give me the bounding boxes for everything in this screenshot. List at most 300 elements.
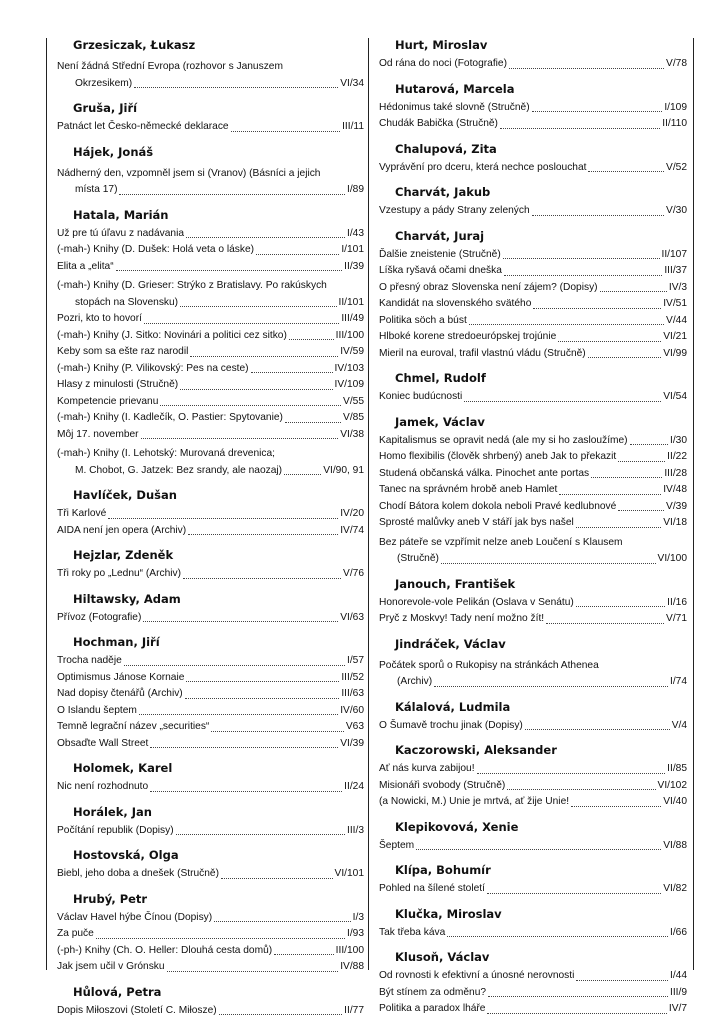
entry-reference: III/9 xyxy=(670,985,687,1002)
author-name: Jamek, Václav xyxy=(379,415,687,429)
entry-reference: V/78 xyxy=(666,56,687,73)
entry-title: (-mah-) Knihy (P. Vilikovský: Pes na ceste) xyxy=(57,361,249,378)
entry-reference: V/44 xyxy=(666,313,687,330)
entry-title: Biebl, jeho doba a dnešek (Stručně) xyxy=(57,866,219,883)
entry-reference: VI/34 xyxy=(340,76,364,93)
index-entry xyxy=(379,985,687,1002)
index-entry xyxy=(57,427,364,444)
entry-reference: VI/54 xyxy=(663,389,687,406)
entry-title: Hlasy z minulosti (Stručně) xyxy=(57,377,178,394)
index-entry xyxy=(57,1003,364,1019)
entry-title: Být stínem za odměnu? xyxy=(379,985,486,1002)
author-name: Kálalová, Ludmila xyxy=(379,700,687,714)
entry-reference: III/49 xyxy=(341,311,364,328)
dot-leader xyxy=(576,527,661,528)
dot-leader xyxy=(591,477,662,478)
entry-title: Vzestupy a pády Strany zelených xyxy=(379,203,530,220)
index-entry xyxy=(57,653,364,670)
index-entry xyxy=(57,610,364,627)
index-entry xyxy=(379,296,687,313)
dot-leader xyxy=(167,971,339,972)
entry-title: Od rána do noci (Fotografie) xyxy=(379,56,507,73)
entry-reference: III/3 xyxy=(347,823,364,840)
entry-title: (Archiv) xyxy=(397,674,432,691)
entry-reference: VI/90, 91 xyxy=(323,463,364,480)
author-name: Grzesiczak, Łukasz xyxy=(57,38,364,52)
entry-reference: III/28 xyxy=(664,466,687,483)
dot-leader xyxy=(630,444,668,445)
index-entry xyxy=(379,515,687,532)
entry-title: Honorevole-vole Pelikán (Oslava v Senátu) xyxy=(379,595,574,612)
entry-title: (a Nowicki, M.) Unie je mrtvá, ať žije Unie! xyxy=(379,794,569,811)
index-entry xyxy=(57,866,364,883)
dot-leader xyxy=(576,980,668,981)
entry-title: Koniec budúcnosti xyxy=(379,389,462,406)
entry-reference: VI/99 xyxy=(663,346,687,363)
entry-title: Šeptem xyxy=(379,838,414,855)
entry-reference: IV/48 xyxy=(663,482,687,499)
entry-reference: IV/103 xyxy=(335,361,364,378)
entry-title: (-mah-) Knihy (I. Kadlečík, O. Pastier: Spytovanie) xyxy=(57,410,283,427)
entry-title-line: Počátek sporů o Rukopisy na stránkách Athenea xyxy=(379,660,599,671)
entry-title: Obsaďte Wall Street xyxy=(57,736,148,753)
entry-title: Elita a „elita“ xyxy=(57,259,114,276)
entry-title: (-mah-) Knihy (J. Sitko: Novinári a politici cez sitko) xyxy=(57,328,287,345)
entry-title: stopách na Slovensku) xyxy=(75,295,178,312)
index-entry xyxy=(57,361,364,378)
entry-reference: VI/38 xyxy=(340,427,364,444)
entry-title: Už pre tú úľavu z nadávania xyxy=(57,226,184,243)
entry-continuation xyxy=(57,295,364,312)
entry-title: Studená občanská válka. Pinochet ante portas xyxy=(379,466,589,483)
index-entry xyxy=(379,280,687,297)
entry-reference: III/11 xyxy=(342,119,364,136)
index-entry xyxy=(57,328,364,345)
index-entry xyxy=(379,881,687,898)
entry-reference: V/52 xyxy=(666,160,687,177)
dot-leader xyxy=(507,789,655,790)
author-name: Charvát, Juraj xyxy=(379,229,687,243)
index-entry xyxy=(379,247,687,264)
index-entry xyxy=(57,56,364,92)
dot-leader xyxy=(600,291,667,292)
index-entry xyxy=(57,523,364,540)
author-name: Hurt, Miroslav xyxy=(379,38,687,52)
entry-title-line: Bez páteře se vzpřímit nelze aneb Loučení s Klausem xyxy=(379,537,623,548)
entry-title: Sprosté malůvky aneb V stáří jak bys našel xyxy=(379,515,574,532)
entry-reference: II/101 xyxy=(339,295,365,312)
dot-leader xyxy=(186,681,339,682)
dot-leader xyxy=(487,893,661,894)
author-name: Havlíček, Dušan xyxy=(57,488,364,502)
index-entry xyxy=(57,823,364,840)
entry-reference: II/110 xyxy=(662,116,687,133)
dot-leader xyxy=(141,438,339,439)
entry-title: AIDA není jen opera (Archiv) xyxy=(57,523,186,540)
dot-leader xyxy=(180,389,332,390)
index-entry xyxy=(57,703,364,720)
dot-leader xyxy=(576,606,665,607)
entry-title: Kandidát na slovenského svätého xyxy=(379,296,531,313)
dot-leader xyxy=(469,324,664,325)
entry-title: Kapitalismus se opravit nedá (ale my si ho zasloužíme) xyxy=(379,433,628,450)
entry-reference: V/76 xyxy=(343,566,364,583)
dot-leader xyxy=(144,323,339,324)
author-name: Hrubý, Petr xyxy=(57,892,364,906)
dot-leader xyxy=(618,510,664,511)
entry-reference: II/16 xyxy=(667,595,687,612)
entry-title: Za puče xyxy=(57,926,94,943)
entry-reference: VI/63 xyxy=(340,610,364,627)
entry-title: Patnáct let Česko-německé deklarace xyxy=(57,119,229,136)
entry-title: Trocha naděje xyxy=(57,653,122,670)
dot-leader xyxy=(143,621,338,622)
author-name: Hatala, Marián xyxy=(57,208,364,222)
dot-leader xyxy=(285,422,341,423)
index-entry xyxy=(57,119,364,136)
dot-leader xyxy=(588,357,662,358)
index-entry xyxy=(379,925,687,942)
dot-leader xyxy=(214,921,351,922)
entry-reference: II/77 xyxy=(344,1003,364,1019)
dot-leader xyxy=(559,494,661,495)
index-entry xyxy=(379,389,687,406)
entry-title: Přívoz (Fotografie) xyxy=(57,610,141,627)
author-name: Hutarová, Marcela xyxy=(379,82,687,96)
left-column xyxy=(46,38,368,970)
dot-leader xyxy=(618,461,665,462)
dot-leader xyxy=(96,938,345,939)
dot-leader xyxy=(185,698,340,699)
index-entry xyxy=(379,794,687,811)
entry-reference: II/107 xyxy=(662,247,688,264)
entry-title: Môj 17. november xyxy=(57,427,139,444)
entry-reference: V/30 xyxy=(666,203,687,220)
entry-reference: I/93 xyxy=(347,926,364,943)
entry-title: Politika a paradox lháře xyxy=(379,1001,485,1018)
author-name: Hostovská, Olga xyxy=(57,848,364,862)
entry-reference: VI/18 xyxy=(663,515,687,532)
dot-leader xyxy=(188,534,338,535)
entry-reference: II/85 xyxy=(667,761,687,778)
entry-title: Pozri, kto to hovorí xyxy=(57,311,142,328)
dot-leader xyxy=(532,215,664,216)
entry-title-line: (-mah-) Knihy (I. Lehotský: Murovaná drevenica; xyxy=(57,448,275,459)
dot-leader xyxy=(176,834,345,835)
entry-reference: V/55 xyxy=(343,394,364,411)
entry-title: Nad dopisy čtenářů (Archiv) xyxy=(57,686,183,703)
entry-title: Tři roky po „Lednu“ (Archiv) xyxy=(57,566,181,583)
dot-leader xyxy=(160,405,341,406)
entry-reference: IV/59 xyxy=(340,344,364,361)
entry-title: Chodí Bátora kolem dokola neboli Pravé kedlubnové xyxy=(379,499,616,516)
author-name: Klípa, Bohumír xyxy=(379,863,687,877)
entry-title: Misionáři svobody (Stručně) xyxy=(379,778,505,795)
entry-title: Dopis Miłoszovi (Století C. Miłosze) xyxy=(57,1003,217,1019)
entry-reference: IV/74 xyxy=(340,523,364,540)
dot-leader xyxy=(488,996,668,997)
dot-leader xyxy=(119,194,345,195)
index-entry xyxy=(57,443,364,479)
author-name: Klusoň, Václav xyxy=(379,950,687,964)
entry-reference: I/30 xyxy=(670,433,687,450)
entry-reference: VI/21 xyxy=(663,329,687,346)
dot-leader xyxy=(150,791,342,792)
entry-title: M. Chobot, G. Jatzek: Bez srandy, ale naozaj) xyxy=(75,463,282,480)
entry-reference: IV/88 xyxy=(340,959,364,976)
entry-reference: VI/100 xyxy=(658,551,687,568)
entry-reference: V/85 xyxy=(343,410,364,427)
entry-title: Okrzesikem) xyxy=(75,76,132,93)
dot-leader xyxy=(211,731,344,732)
dot-leader xyxy=(464,401,661,402)
index-entry xyxy=(379,263,687,280)
index-entry xyxy=(379,655,687,691)
entry-reference: IV/51 xyxy=(663,296,687,313)
index-entry xyxy=(57,959,364,976)
author-name: Horálek, Jan xyxy=(57,805,364,819)
entry-title: Kompetencie prievanu xyxy=(57,394,158,411)
dot-leader xyxy=(558,341,661,342)
entry-title: (Stručně) xyxy=(397,551,439,568)
dot-leader xyxy=(533,308,661,309)
entry-reference: I/43 xyxy=(347,226,364,243)
dot-leader xyxy=(274,954,334,955)
index-entry xyxy=(379,1001,687,1018)
dot-leader xyxy=(500,128,660,129)
dot-leader xyxy=(532,111,663,112)
index-entry xyxy=(379,346,687,363)
index-entry xyxy=(57,344,364,361)
dot-leader xyxy=(221,878,333,879)
index-entry xyxy=(379,449,687,466)
entry-reference: III/100 xyxy=(336,943,364,960)
dot-leader xyxy=(251,372,333,373)
index-entry xyxy=(379,532,687,568)
index-entry xyxy=(57,736,364,753)
entry-reference: IV/109 xyxy=(335,377,364,394)
dot-leader xyxy=(183,578,341,579)
entry-title-line: (-mah-) Knihy (D. Grieser: Strýko z Bratislavy. Po rakúskych xyxy=(57,280,327,291)
entry-title: místa 17) xyxy=(75,182,117,199)
index-entry xyxy=(57,910,364,927)
index-entry xyxy=(379,761,687,778)
index-entry xyxy=(57,377,364,394)
entry-reference: I/57 xyxy=(347,653,364,670)
entry-reference: V/71 xyxy=(666,611,687,628)
entry-reference: I/101 xyxy=(341,242,364,259)
entry-continuation xyxy=(379,551,687,568)
index-entry xyxy=(379,329,687,346)
author-name: Klepikovová, Xenie xyxy=(379,820,687,834)
entry-title: Od rovnosti k efektivní a únosné nerovnosti xyxy=(379,968,574,985)
entry-reference: IV/20 xyxy=(340,506,364,523)
dot-leader xyxy=(477,773,666,774)
author-name: Holomek, Karel xyxy=(57,761,364,775)
index-entry xyxy=(379,778,687,795)
entry-reference: IV/60 xyxy=(340,703,364,720)
index-entry xyxy=(379,499,687,516)
dot-leader xyxy=(509,68,664,69)
index-entry xyxy=(57,242,364,259)
entry-title: Politika söch a búst xyxy=(379,313,467,330)
index-entry xyxy=(379,56,687,73)
entry-title-line: Nádherný den, vzpomněl jsem si (Vranov) (Básníci a jejich xyxy=(57,168,320,179)
entry-title: Homo flexibilis (člověk shrbený) aneb Jak to překazit xyxy=(379,449,616,466)
author-name: Hůlová, Petra xyxy=(57,985,364,999)
entry-reference: III/37 xyxy=(664,263,687,280)
index-entry xyxy=(57,163,364,199)
entry-reference: II/39 xyxy=(344,259,364,276)
entry-reference: I/44 xyxy=(670,968,687,985)
entry-title: Hlboké korene stredoeurópskej trojúnie xyxy=(379,329,556,346)
author-name: Kaczorowski, Aleksander xyxy=(379,743,687,757)
dot-leader xyxy=(180,306,336,307)
index-entry xyxy=(379,203,687,220)
entry-reference: VI/102 xyxy=(658,778,687,795)
index-entry xyxy=(379,482,687,499)
author-name: Chmel, Rudolf xyxy=(379,371,687,385)
entry-title: Mieril na euroval, trafil vlastnú vládu (Stručně) xyxy=(379,346,586,363)
entry-reference: VI/82 xyxy=(663,881,687,898)
author-name: Hájek, Jonáš xyxy=(57,145,364,159)
dot-leader xyxy=(231,131,341,132)
dot-leader xyxy=(256,254,339,255)
author-name: Charvát, Jakub xyxy=(379,185,687,199)
entry-title: Tři Karlové xyxy=(57,506,106,523)
index-entry xyxy=(57,686,364,703)
dot-leader xyxy=(504,275,662,276)
entry-reference: I/3 xyxy=(353,910,364,927)
dot-leader xyxy=(134,87,338,88)
dot-leader xyxy=(108,518,338,519)
entry-title: (-ph-) Knihy (Ch. O. Heller: Dlouhá cesta domů) xyxy=(57,943,272,960)
entry-title: Tanec na správném hrobě aneb Hamlet xyxy=(379,482,557,499)
dot-leader xyxy=(124,665,345,666)
entry-reference: V63 xyxy=(346,719,364,736)
dot-leader xyxy=(150,747,338,748)
index-entry xyxy=(379,595,687,612)
entry-continuation xyxy=(57,463,364,480)
author-name: Jindráček, Václav xyxy=(379,637,687,651)
dot-leader xyxy=(571,806,661,807)
dot-leader xyxy=(525,729,670,730)
index-entry xyxy=(57,779,364,796)
entry-title: Václav Havel hýbe Čínou (Dopisy) xyxy=(57,910,212,927)
author-name: Janouch, František xyxy=(379,577,687,591)
entry-title: Ať nás kurva zabijou! xyxy=(379,761,475,778)
entry-reference: VI/39 xyxy=(340,736,364,753)
author-name: Hejzlar, Zdeněk xyxy=(57,548,364,562)
author-name: Hiltawsky, Adam xyxy=(57,592,364,606)
index-entry xyxy=(379,611,687,628)
index-entry xyxy=(379,968,687,985)
index-entry xyxy=(379,160,687,177)
index-entry xyxy=(379,718,687,735)
dot-leader xyxy=(116,270,343,271)
entry-title: Hédonimus také slovně (Stručně) xyxy=(379,100,530,117)
right-column xyxy=(368,38,694,970)
dot-leader xyxy=(139,714,338,715)
entry-title: Počítání republik (Dopisy) xyxy=(57,823,174,840)
entry-reference: V/4 xyxy=(672,718,687,735)
author-name: Hochman, Jiří xyxy=(57,635,364,649)
entry-reference: I/109 xyxy=(664,100,687,117)
index-entry xyxy=(57,566,364,583)
index-entry xyxy=(57,670,364,687)
entry-title: Líška ryšavá očami dneška xyxy=(379,263,502,280)
entry-title: Pryč z Moskvy! Tady není možno žít! xyxy=(379,611,544,628)
entry-title: Ďalšie zneistenie (Stručně) xyxy=(379,247,501,264)
entry-reference: VI/88 xyxy=(663,838,687,855)
author-name: Gruša, Jiří xyxy=(57,101,364,115)
author-name: Klučka, Miroslav xyxy=(379,907,687,921)
entry-title: (-mah-) Knihy (D. Dušek: Holá veta o láske) xyxy=(57,242,254,259)
dot-leader xyxy=(441,563,656,564)
index-entry xyxy=(379,838,687,855)
entry-reference: III/63 xyxy=(341,686,364,703)
entry-title: Optimismus Jánose Kornaie xyxy=(57,670,184,687)
index-entry xyxy=(379,433,687,450)
entry-reference: I/89 xyxy=(347,182,364,199)
dot-leader xyxy=(284,474,321,475)
dot-leader xyxy=(546,623,664,624)
dot-leader xyxy=(416,849,661,850)
dot-leader xyxy=(190,356,338,357)
entry-title: O Islandu šeptem xyxy=(57,703,137,720)
entry-title: O přesný obraz Slovenska není zájem? (Dopisy) xyxy=(379,280,598,297)
index-entry xyxy=(57,926,364,943)
entry-continuation xyxy=(379,674,687,691)
entry-reference: I/66 xyxy=(670,925,687,942)
entry-reference: V/39 xyxy=(666,499,687,516)
dot-leader xyxy=(219,1014,343,1015)
dot-leader xyxy=(434,686,668,687)
index-entry xyxy=(379,466,687,483)
index-entry xyxy=(57,410,364,427)
index-entry xyxy=(57,943,364,960)
dot-leader xyxy=(588,171,664,172)
entry-reference: II/22 xyxy=(667,449,687,466)
dot-leader xyxy=(487,1013,666,1014)
entry-reference: VI/40 xyxy=(663,794,687,811)
index-entry xyxy=(379,100,687,117)
entry-reference: IV/7 xyxy=(669,1001,687,1018)
entry-title: Nic není rozhodnuto xyxy=(57,779,148,796)
entry-reference: IV/3 xyxy=(669,280,687,297)
entry-continuation xyxy=(57,76,364,93)
entry-title: Vyprávění pro dceru, která nechce poslouchat xyxy=(379,160,586,177)
index-entry xyxy=(57,719,364,736)
entry-title: Jak jsem učil v Grónsku xyxy=(57,959,165,976)
entry-reference: III/52 xyxy=(341,670,364,687)
index-entry xyxy=(379,116,687,133)
entry-title: Pohled na šílené století xyxy=(379,881,485,898)
dot-leader xyxy=(447,936,668,937)
index-entry xyxy=(57,259,364,276)
dot-leader xyxy=(503,258,660,259)
index-entry xyxy=(57,311,364,328)
entry-title: Temně legrační název „securities“ xyxy=(57,719,209,736)
entry-reference: I/74 xyxy=(670,674,687,691)
author-name: Chalupová, Zita xyxy=(379,142,687,156)
entry-reference: VI/101 xyxy=(335,866,364,883)
entry-reference: III/100 xyxy=(336,328,364,345)
index-entry xyxy=(57,275,364,311)
index-entry xyxy=(57,226,364,243)
dot-leader xyxy=(289,339,334,340)
entry-title: Chudák Babička (Stručně) xyxy=(379,116,498,133)
